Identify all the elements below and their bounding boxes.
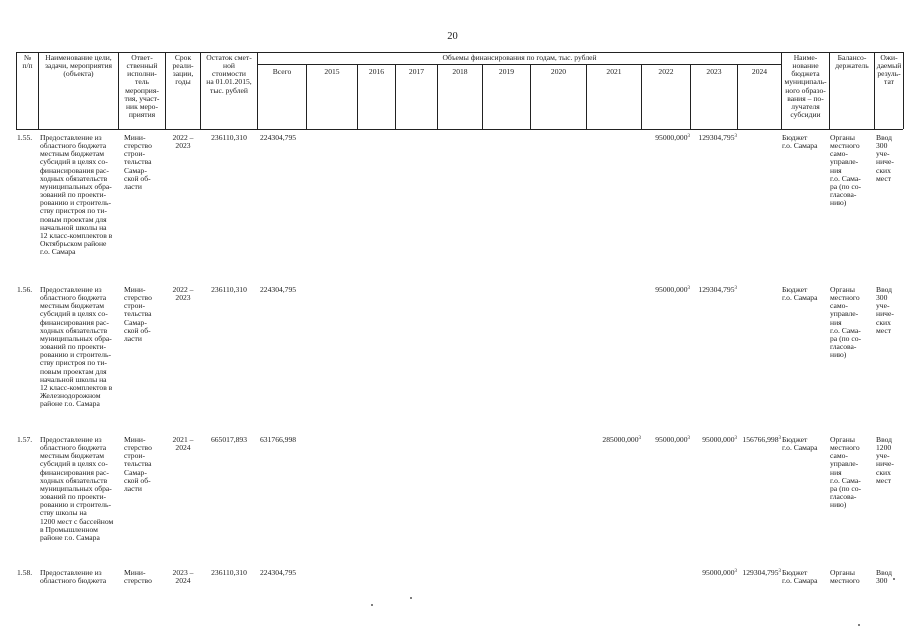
scan-speck (371, 604, 373, 606)
amount-value: 95000,000 (655, 435, 688, 444)
row-holder: Органы местного само- управле- ния г.о. Сама- ра (по со- гласова- нию) (830, 435, 862, 510)
row-result: Ввод 300 (876, 568, 893, 586)
footnote-mark: 3 (638, 436, 641, 441)
col-rule (257, 52, 258, 129)
row-num: 1.55. (17, 133, 33, 142)
amount-value: 95000,000 (702, 568, 735, 577)
header-funding-group: Объемы финансирования по годам, тыс. рублей (442, 53, 597, 62)
row-year-2023 (691, 134, 737, 142)
footnote-mark: 3 (687, 134, 690, 139)
header-year-2022: 2022 (658, 67, 674, 76)
row-year-2022 (642, 436, 690, 444)
row-name: Предоставление из областного бюджета местным бюджетам субсидий в целях со- финансирования рас- ходных обязательств муниципальных обра- зований по проекти- рованию и строитель- ству школы на 1200 мест с бассейном в Промышленном районе г.о. Самара (40, 435, 114, 542)
row-executor: Мини- стерство строи- тельства Самар- ской об- ласти (124, 285, 152, 343)
row-year-2021 (587, 436, 641, 444)
row-num: 1.58. (17, 568, 33, 577)
header-term: Срок реали- зации, годы (172, 53, 194, 87)
row-total: 224304,795 (260, 133, 297, 142)
row-balance: 236110,310 (211, 285, 247, 294)
row-balance: 665017,893 (210, 435, 248, 444)
row-term: 2021 – 2024 (172, 435, 194, 453)
row-year-2023 (691, 286, 737, 294)
col-rule (903, 52, 904, 129)
header-result: Ожи- даемый резуль- тат (876, 53, 902, 87)
header-year-2019: 2019 (498, 67, 515, 76)
row-year-2022 (642, 134, 690, 142)
header-year-2024: 2024 (751, 67, 768, 76)
row-year-2023 (691, 436, 737, 444)
row-holder: Органы местного само- управле- ния г.о. Сама- ра (по со- гласова- нию) (830, 133, 862, 208)
row-term: 2023 – 2024 (172, 568, 194, 586)
header-year-2021: 2021 (606, 67, 622, 76)
header-budget-name: Наиме- нование бюджета муниципаль- ного образо- вания – по- лучателя субсидии (784, 53, 827, 120)
row-term: 2022 – 2023 (172, 285, 194, 303)
row-num: 1.56. (17, 285, 33, 294)
footnote-mark: 3 (687, 436, 690, 441)
amount-value: 285000,000 (602, 435, 639, 444)
row-budget: Бюджет г.о. Самара (782, 285, 818, 303)
row-year-2023 (691, 569, 737, 577)
amount-value: 95000,000 (702, 435, 735, 444)
header-year-2023: 2023 (706, 67, 722, 76)
row-name: Предоставление из областного бюджета местным бюджетам субсидий в целях со- финансирования рас- ходных обязательств муниципальных обра- зований по проекти- рованию и строитель- ству пристроя по ти- повым проектам для начальной школы на 12 класс-комплектов в Железнодорожном районе г.о. Самара (40, 285, 113, 409)
row-num: 1.57. (17, 435, 33, 444)
row-holder: Органы местного (830, 568, 860, 586)
scan-speck (893, 578, 895, 580)
funding-group-underline (257, 64, 781, 65)
row-budget: Бюджет г.о. Самара (782, 133, 818, 151)
row-name: Предоставление из областного бюджета (40, 568, 107, 586)
footnote-mark: 3 (734, 436, 737, 441)
amount-value: 129304,795 (698, 133, 735, 142)
scan-speck (858, 624, 860, 626)
row-balance: 236110,310 (211, 568, 247, 577)
footnote-mark: 3 (734, 569, 737, 574)
row-result: Ввод 300 уче- ниче- ских мест (876, 285, 894, 335)
row-budget: Бюджет г.о. Самара (782, 568, 818, 586)
header-year-2020: 2020 (550, 67, 567, 76)
footnote-mark: 3 (778, 569, 781, 574)
row-executor: Мини- стерство (124, 568, 152, 586)
page-number: 20 (447, 31, 458, 42)
row-year-2024 (738, 569, 781, 577)
row-total: 224304,795 (260, 285, 297, 294)
header-bottom-border (16, 129, 903, 130)
header-balance: Остаток смет- ной стоимости на 01.01.2015, тыс. рублей (206, 53, 252, 95)
row-holder: Органы местного само- управле- ния г.о. Сама- ра (по со- гласова- нию) (830, 285, 862, 360)
row-year-2024 (738, 436, 781, 444)
row-result: Ввод 300 уче- ниче- ских мест (876, 133, 894, 183)
footnote-mark: 3 (778, 436, 781, 441)
row-executor: Мини- стерство строи- тельства Самар- ской об- ласти (124, 435, 152, 493)
header-year-2018: 2018 (452, 67, 468, 76)
header-holder: Балансо- держатель (835, 53, 869, 71)
scan-speck (410, 597, 412, 599)
header-year-2016: 2016 (368, 67, 385, 76)
row-total: 224304,795 (260, 568, 297, 577)
row-name: Предоставление из областного бюджета местным бюджетам субсидий в целях со- финансирования рас- ходных обязательств муниципальных обра- зований по проекти- рованию и строитель- ству пристроя по ти- повым проектам для начальной школы на 12 класс-комплектов в Октябрьском районе г.о. Самара (40, 133, 113, 257)
header-year-2017: 2017 (408, 67, 425, 76)
amount-value: 129304,795 (742, 568, 779, 577)
header-executor: Ответ- ственный исполни- тель мероприя- тия, участ- ник меро- приятия (124, 53, 160, 120)
row-total: 631766,998 (260, 435, 297, 444)
footnote-mark: 3 (734, 286, 737, 291)
header-total: Всего (272, 67, 292, 76)
footnote-mark: 3 (687, 286, 690, 291)
row-budget: Бюджет г.о. Самара (782, 435, 818, 453)
row-term: 2022 – 2023 (172, 133, 194, 151)
row-executor: Мини- стерство строи- тельства Самар- ской об- ласти (124, 133, 152, 191)
amount-value: 156766,998 (742, 435, 779, 444)
amount-value: 95000,000 (655, 285, 688, 294)
row-balance: 236110,310 (211, 133, 247, 142)
header-year-2015: 2015 (324, 67, 340, 76)
footnote-mark: 3 (734, 134, 737, 139)
header-num: № п/п (22, 53, 33, 71)
row-result: Ввод 1200 уче- ниче- ских мест (876, 435, 894, 485)
header-name: Наименование цели, задачи, мероприятия (объекта) (44, 53, 113, 79)
amount-value: 95000,000 (655, 133, 688, 142)
row-year-2022 (642, 286, 690, 294)
amount-value: 129304,795 (698, 285, 735, 294)
